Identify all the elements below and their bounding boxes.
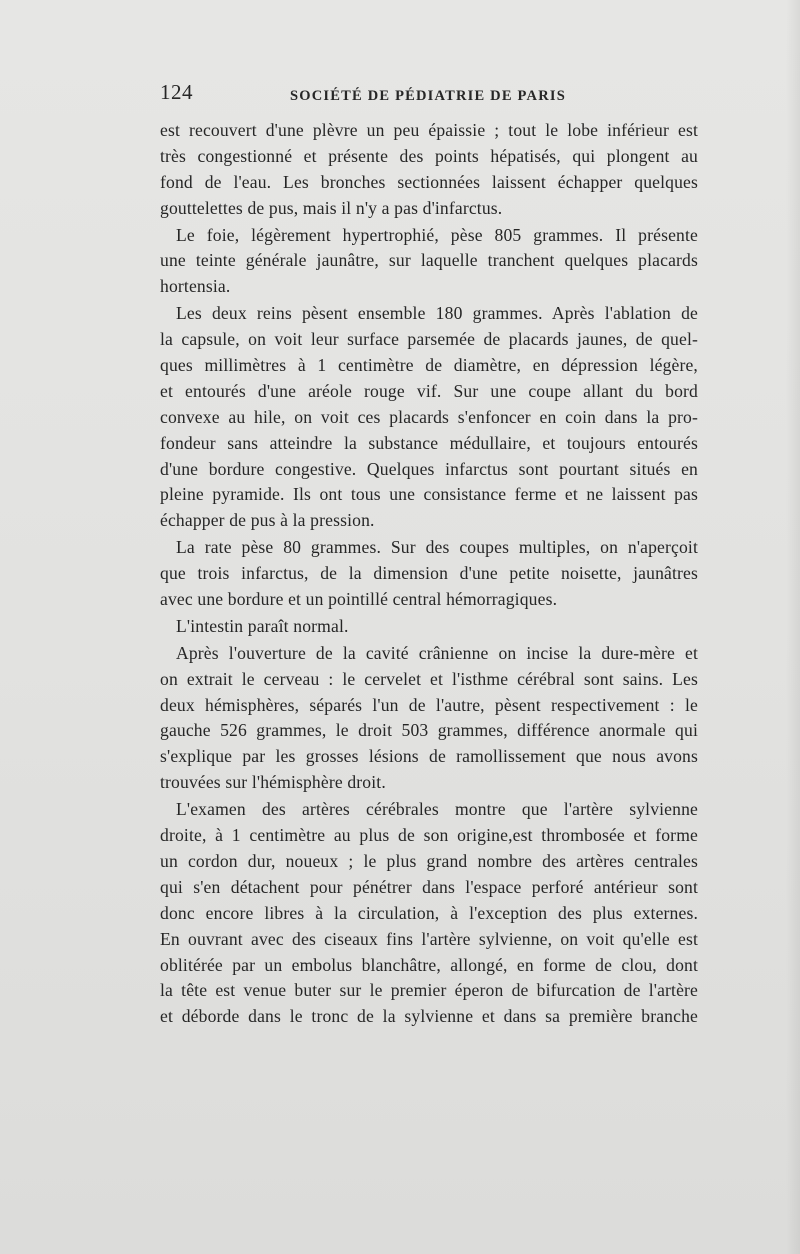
text-line: échapper de pus à la pression. xyxy=(160,510,375,531)
text-line: fondeur sans atteindre la substance médullaire, et toujours entourés xyxy=(160,432,698,453)
text-line: Les deux reins pèsent ensemble 180 grammes. Après l'ablation de xyxy=(176,303,698,324)
text-line: Après l'ouverture de la cavité crânienne on incise la dure-mère et xyxy=(176,642,698,663)
text-line: convexe au hile, on voit ces placards s'enfoncer en coin dans la pro- xyxy=(160,406,698,427)
paragraph xyxy=(160,535,698,613)
text-line: hortensia. xyxy=(160,276,231,297)
text-line: oblitérée par un embolus blanchâtre, allongé, en forme de clou, dont xyxy=(160,954,698,975)
paragraph xyxy=(160,301,698,534)
text-line: la capsule, on voit leur surface parsemée de placards jaunes, de quel- xyxy=(160,329,698,350)
text-line: qui s'en détachent pour pénétrer dans l'espace perforé antérieur sont xyxy=(160,876,698,897)
paragraph xyxy=(160,797,698,1030)
text-line: s'explique par les grosses lésions de ramollissement que nous avons xyxy=(160,746,698,767)
body-text xyxy=(160,118,698,1030)
paragraph xyxy=(160,614,698,640)
text-line: fond de l'eau. Les bronches sectionnées laissent échapper quelques xyxy=(160,171,698,192)
page-number: 124 xyxy=(160,80,193,104)
text-line: une teinte générale jaunâtre, sur laquelle tranchent quelques placards xyxy=(160,250,698,271)
text-line: et déborde dans le tronc de la sylvienne et dans sa première branche xyxy=(160,1006,698,1027)
text-line: Le foie, légèrement hypertrophié, pèse 805 grammes. Il présente xyxy=(176,224,698,245)
page-header xyxy=(160,80,700,110)
text-line: donc encore libres à la circulation, à l'exception des plus externes. xyxy=(160,902,698,923)
text-line: est recouvert d'une plèvre un peu épaissie ; tout le lobe inférieur est xyxy=(160,120,698,140)
page-edge-shadow xyxy=(786,0,800,1254)
text-line: d'une bordure congestive. Quelques infarctus sont pourtant situés en xyxy=(160,458,698,479)
text-line: on extrait le cerveau : le cervelet et l'isthme cérébral sont sains. Les xyxy=(160,668,698,689)
running-title: SOCIÉTÉ DE PÉDIATRIE DE PARIS xyxy=(290,88,566,104)
text-line: deux hémisphères, séparés l'un de l'autre, pèsent respectivement : le xyxy=(160,694,698,715)
text-line: droite, à 1 centimètre au plus de son origine,est thrombosée et forme xyxy=(160,825,698,846)
text-line: et entourés d'une aréole rouge vif. Sur une coupe allant du bord xyxy=(160,380,698,401)
text-line: L'examen des artères cérébrales montre que l'artère sylvienne xyxy=(176,799,698,820)
paragraph xyxy=(160,641,698,796)
text-line: pleine pyramide. Ils ont tous une consistance ferme et ne laissent pas xyxy=(160,484,698,505)
text-line: avec une bordure et un pointillé central hémorragiques. xyxy=(160,589,558,610)
text-line: que trois infarctus, de la dimension d'une petite noisette, jaunâtres xyxy=(160,563,698,584)
paragraph xyxy=(160,223,698,301)
text-line: L'intestin paraît normal. xyxy=(176,615,349,636)
text-line: gauche 526 grammes, le droit 503 grammes, différence anormale qui xyxy=(160,720,698,741)
text-line: ques millimètres à 1 centimètre de diamètre, en dépression légère, xyxy=(160,355,698,376)
text-line: trouvées sur l'hémisphère droit. xyxy=(160,772,386,793)
text-line: La rate pèse 80 grammes. Sur des coupes multiples, on n'aperçoit xyxy=(176,537,698,558)
paragraph xyxy=(160,118,698,222)
text-line: En ouvrant avec des ciseaux fins l'artère sylvienne, on voit qu'elle est xyxy=(160,928,698,949)
text-line: la tête est venue buter sur le premier éperon de bifurcation de l'artère xyxy=(160,980,698,1001)
text-line: gouttelettes de pus, mais il n'y a pas d'infarctus. xyxy=(160,197,503,218)
text-line: très congestionné et présente des points hépatisés, qui plongent au xyxy=(160,145,698,166)
text-line: un cordon dur, noueux ; le plus grand nombre des artères centrales xyxy=(160,850,698,871)
